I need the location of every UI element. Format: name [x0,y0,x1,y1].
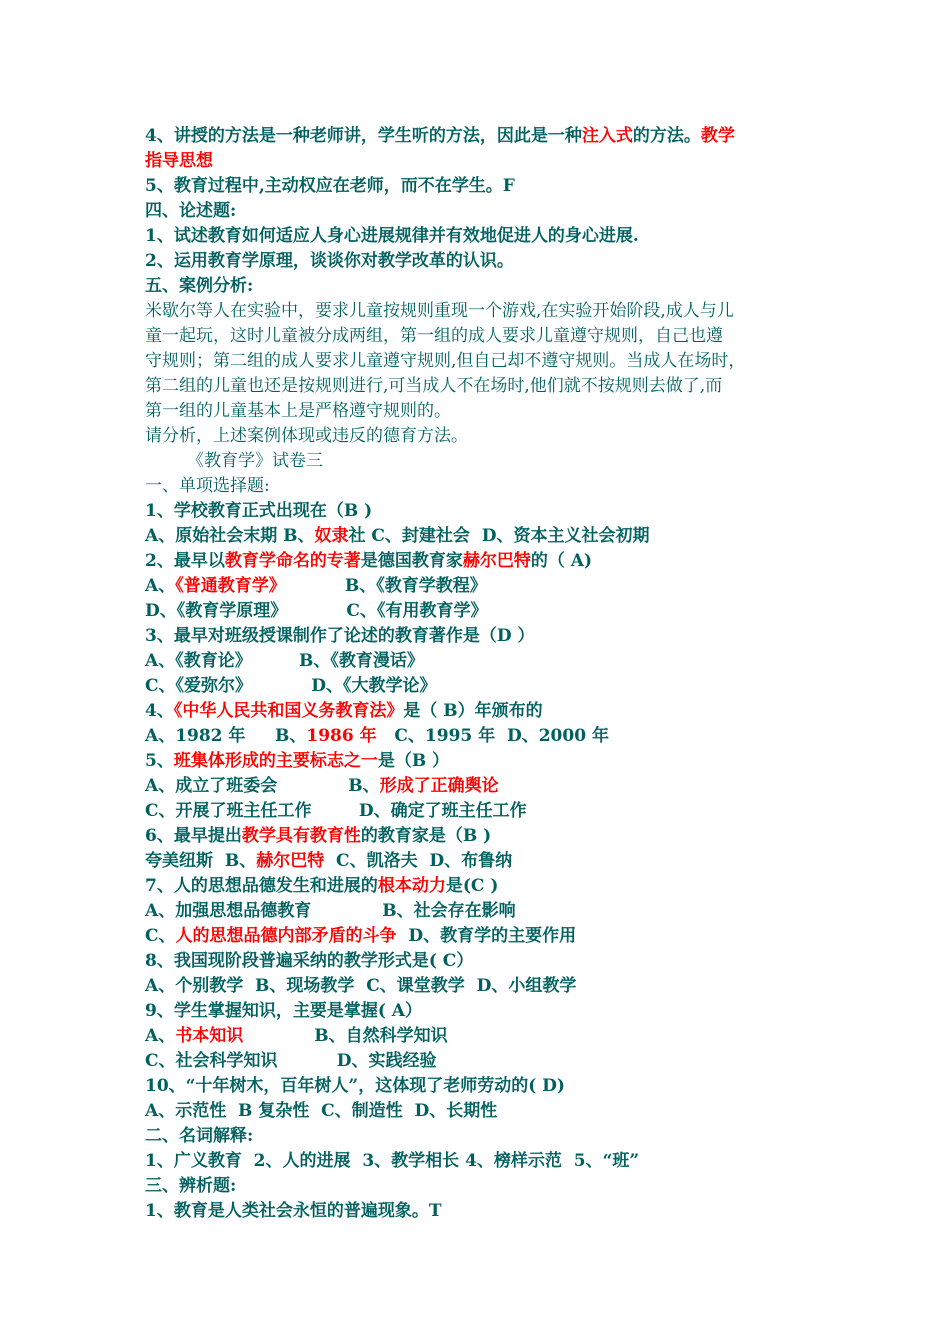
highlighted-text: 《普通教育学》 [175,576,286,596]
line-text: A、个别教学 B、现场教学 C、课堂教学 D、小组教学 [145,976,577,996]
line-text: 4、讲授的方法是一种老师讲，学生听的方法，因此是一种 [145,126,582,146]
text-line [145,1199,825,1224]
text-line [145,1099,825,1124]
text-line [145,124,825,149]
text-line [145,424,825,449]
line-text: 1、学校教育正式出现在（B ) [145,501,373,521]
highlighted-text: 注入式 [581,126,633,146]
line-text: 第二组的儿童也还是按规则进行,可当成人不在场时,他们就不按规则去做了,而 [145,376,723,396]
text-line [145,224,825,249]
text-line [145,799,825,824]
line-text: 二、名词解释: [145,1126,254,1146]
highlighted-text: 人的思想品德内部矛盾的斗争 [175,926,397,946]
text-line [145,1074,825,1099]
text-line [145,549,825,574]
text-line [145,174,825,199]
text-line [145,724,825,749]
highlighted-text: 《中华人民共和国义务教育法》 [173,701,404,721]
text-line [145,149,825,174]
text-line [145,524,825,549]
text-line [145,1024,825,1049]
line-text: C、1995 年 D、2000 年 [376,726,609,746]
line-text: 请分析，上述案例体现或违反的德育方法。 [145,426,468,446]
text-line [145,574,825,599]
line-text: D、《教育学原理》 C、《有用教育学》 [145,601,488,621]
text-line [145,949,825,974]
text-line [145,1124,825,1149]
line-text: 的（ A) [530,551,592,571]
highlighted-text: 班集体形成的主要标志之一 [173,751,378,771]
line-text: C、开展了班主任工作 D、确定了班主任工作 [145,801,527,821]
highlighted-text: 书本知识 [175,1026,244,1046]
text-line [145,899,825,924]
text-line [145,699,825,724]
text-line [145,624,825,649]
line-text: 童一起玩，这时儿童被分成两组，第一组的成人要求儿童遵守规则，自己也遵 [145,326,723,346]
line-text: 三、辨析题: [145,1176,237,1196]
line-text: 是德国教育家 [360,551,463,571]
line-text: 2、运用教育学原理，谈谈你对教学改革的认识。 [145,251,514,271]
text-line [145,399,825,424]
line-text: 4、 [145,701,174,721]
text-line [145,199,825,224]
line-text: A、 [145,1026,176,1046]
line-text: 1、教育是人类社会永恒的普遍现象。T [145,1201,442,1221]
text-line [145,1049,825,1074]
text-line [145,849,825,874]
highlighted-text: 指导思想 [145,151,213,171]
text-line [145,474,825,499]
highlighted-text: 根本动力 [377,876,446,896]
line-text: A、成立了班委会 B、 [145,776,380,796]
line-text: 第一组的儿童基本上是严格遵守规则的。 [145,401,451,421]
line-text: 是（ B）年颁布的 [403,701,543,721]
line-text: 9、学生掌握知识，主要是掌握( A） [145,1001,422,1021]
line-text: 的教育家是（B ) [360,826,492,846]
line-text: 1、试述教育如何适应人身心进展规律并有效地促进人的身心进展. [145,226,639,246]
line-text: 夸美纽斯 B、 [145,851,257,871]
line-text: C、 [145,926,176,946]
line-text: 社 C、封建社会 D、资本主义社会初期 [348,526,650,546]
line-text: A、 [145,576,176,596]
line-text: 一、单项选择题: [145,476,270,496]
line-text: A、加强思想品德教育 B、社会存在影响 [145,901,516,921]
line-text: 5、 [145,751,174,771]
highlighted-text: 赫尔巴特 [256,851,325,871]
line-text: 米歇尔等人在实验中，要求儿童按规则重现一个游戏,在实验开始阶段,成人与儿 [145,301,734,321]
text-line [145,599,825,624]
line-text: D、教育学的主要作用 [396,926,577,946]
line-text: 2、最早以 [145,551,225,571]
line-text: C、《爱弥尔》 D、《大教学论》 [145,676,437,696]
highlighted-text: 奴隶 [314,526,349,546]
line-text: 是(C ) [445,876,499,896]
text-line [145,274,825,299]
line-text: 《教育学》试卷三 [187,451,323,471]
text-line [145,374,825,399]
text-line [145,324,825,349]
line-text: 6、最早提出 [145,826,242,846]
text-line [145,449,825,474]
highlighted-text: 赫尔巴特 [462,551,531,571]
text-line [145,824,825,849]
document-body [145,124,825,1224]
text-line [145,924,825,949]
line-text: A、示范性 B 复杂性 C、制造性 D、长期性 [145,1101,498,1121]
line-text: B、自然科学知识 [243,1026,448,1046]
text-line [145,249,825,274]
line-text: 10、“十年树木，百年树人”，这体现了老师劳动的( D) [145,1076,565,1096]
line-text: C、凯洛夫 D、布鲁纳 [324,851,513,871]
highlighted-text: 教育学命名的专著 [224,551,361,571]
text-line [145,499,825,524]
line-text: 1、广义教育 2、人的进展 3、教学相长 4、榜样示范 5、“班” [145,1151,640,1171]
text-line [145,874,825,899]
line-text: A、原始社会末期 B、 [145,526,315,546]
text-line [145,999,825,1024]
line-text: A、1982 年 B、 [145,726,307,746]
line-text: 5、教育过程中,主动权应在老师，而不在学生。F [145,176,515,196]
line-text: 是（B ） [377,751,450,771]
line-text: B、《教育学教程》 [285,576,487,596]
line-text: 3、最早对班级授课制作了论述的教育著作是（D ） [145,626,535,646]
line-text: 7、人的思想品德发生和进展的 [145,876,378,896]
line-text: 8、我国现阶段普遍采纳的教学形式是( C） [145,951,474,971]
text-line [145,1174,825,1199]
line-text: C、社会科学知识 D、实践经验 [145,1051,437,1071]
line-text: 五、案例分析: [145,276,254,296]
text-line [145,674,825,699]
line-text: A、《教育论》 B、《教育漫话》 [145,651,424,671]
highlighted-text: 形成了正确舆论 [379,776,499,796]
highlighted-text: 1986 年 [306,726,377,746]
text-line [145,649,825,674]
text-line [145,974,825,999]
text-line [145,1149,825,1174]
line-text: 四、论述题: [145,201,237,221]
highlighted-text: 教学 [700,126,735,146]
text-line [145,299,825,324]
text-line [145,349,825,374]
text-line [145,774,825,799]
text-line [145,749,825,774]
line-text: 守规则；第二组的成人要求儿童遵守规则,但自己却不遵守规则。当成人在场时， [145,351,746,371]
highlighted-text: 教学具有教育性 [241,826,361,846]
line-text: 的方法。 [632,126,701,146]
